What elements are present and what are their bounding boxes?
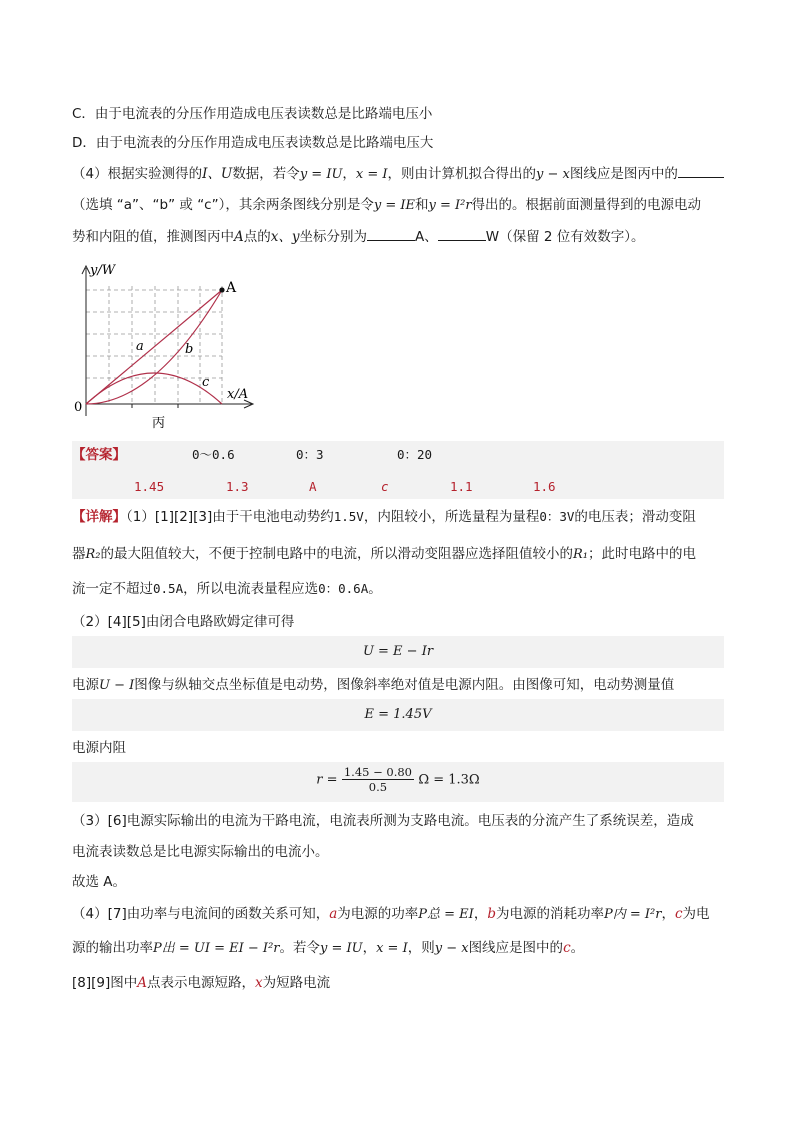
fraction-denominator: 0.5 bbox=[368, 780, 388, 794]
detail-text: ， bbox=[661, 906, 675, 922]
answer-1: 0～0.6 bbox=[192, 447, 235, 462]
q4-formula: y = I²r bbox=[428, 198, 472, 213]
detail-formula: P总 = EI bbox=[418, 907, 474, 922]
q4-text: ， bbox=[342, 166, 356, 182]
detail-text: ，则 bbox=[407, 940, 435, 956]
answer-3: 0：20 bbox=[397, 447, 433, 462]
detail-text: ；此时电路中的电 bbox=[588, 546, 696, 562]
formula-3-fraction bbox=[342, 765, 414, 794]
figure-bing bbox=[72, 256, 272, 434]
curve-c-label: c bbox=[202, 375, 210, 390]
detail-text: 。若令 bbox=[279, 940, 320, 956]
detail-text: 为短路电流 bbox=[262, 975, 331, 991]
q4-text: ，则由计算机拟合得出的 bbox=[387, 166, 537, 182]
answer-9: 1.6 bbox=[533, 479, 556, 494]
detail-text: 源的输出功率 bbox=[72, 940, 153, 956]
q4-var-xy: x、y bbox=[270, 229, 300, 245]
answer-label: 【答案】 bbox=[72, 447, 126, 463]
point-a-label: A bbox=[226, 280, 237, 296]
answer-blank-3[interactable] bbox=[438, 227, 486, 241]
detail-formula: P出 = UI = EI − I²r bbox=[153, 941, 280, 956]
q4-formula: y − x bbox=[536, 167, 570, 182]
detail-var-b: b bbox=[487, 906, 496, 922]
curve-b-label: b bbox=[185, 342, 194, 357]
detail-text: ， bbox=[473, 906, 488, 922]
detail-text: 器 bbox=[72, 546, 86, 562]
detail-text: 为电 bbox=[682, 906, 710, 922]
q4-text: （4）根据实验测得的 bbox=[72, 166, 203, 182]
detail-formula: U − I bbox=[99, 678, 135, 693]
q4-point-a: A bbox=[234, 229, 244, 245]
q4-text: W（保留 2 位有效数字）。 bbox=[485, 229, 645, 245]
detail-text: 流一定不超过 bbox=[72, 581, 153, 597]
detail-text: 电源 bbox=[72, 677, 99, 693]
detail-text: [8][9]图中 bbox=[72, 975, 138, 991]
detail-line6: 电源内阻 bbox=[72, 740, 126, 756]
detail-line8: 电流表读数总是比电源实际输出的电流小。 bbox=[72, 844, 329, 860]
y-axis-label: y/W bbox=[90, 263, 116, 278]
detail-text: 。 bbox=[570, 940, 585, 956]
detail-line3 bbox=[72, 579, 382, 599]
detail-var-r1: R₁ bbox=[573, 547, 588, 562]
q4-text: 点的 bbox=[243, 229, 271, 245]
detail-var-r2: R₂ bbox=[85, 547, 101, 562]
detail-text: 的最大阻值较大，不便于控制电路中的电流，所以滑动变阻器应选择阻值较小的 bbox=[100, 546, 573, 562]
q4-text: 和 bbox=[415, 197, 429, 213]
detail-text: 为电源的功率 bbox=[337, 906, 419, 922]
option-c: C．由于电流表的分压作用造成电压表读数总是比路端电压小 bbox=[72, 106, 433, 122]
answer-blank-1[interactable] bbox=[678, 164, 724, 178]
q4-var-iu: I、U bbox=[202, 166, 233, 182]
x-ticks bbox=[132, 404, 178, 408]
formula-1: U = E − Ir bbox=[362, 644, 434, 659]
detail-line9: 故选 A。 bbox=[72, 874, 127, 890]
detail-text: （4）[7]由功率与电流间的函数关系可知， bbox=[72, 906, 330, 922]
figure-caption: 丙 bbox=[152, 416, 166, 431]
answer-7: c bbox=[381, 479, 389, 494]
answer-blank-2[interactable] bbox=[367, 227, 415, 241]
detail-line10 bbox=[72, 904, 710, 925]
detail-line12 bbox=[72, 973, 330, 993]
detail-var-c: c bbox=[563, 940, 571, 956]
x-axis-label: x/A bbox=[227, 387, 249, 402]
formula-3-right: Ω = 1.3Ω bbox=[418, 772, 480, 788]
q4-line1 bbox=[72, 164, 724, 185]
q4-formula: y = IU bbox=[299, 167, 343, 182]
answer-2: 0：3 bbox=[296, 447, 324, 462]
detail-text: 。 bbox=[368, 581, 382, 597]
detail-line1 bbox=[72, 507, 696, 527]
detail-text: ， bbox=[362, 940, 377, 956]
detail-text: 点表示电源短路， bbox=[147, 975, 255, 991]
detail-line7: （3）[6]电源实际输出的电流为干路电流，电流表所测为支路电流。电压表的分流产生了系统误差，造成 bbox=[72, 813, 694, 829]
detail-text: 图像与纵轴交点坐标值是电动势，图像斜率绝对值是电源内阻。由图像可知，电动势测量值 bbox=[134, 677, 675, 693]
detail-line2 bbox=[72, 544, 696, 565]
q4-formula: x = I bbox=[355, 167, 388, 182]
answer-4: 1.45 bbox=[134, 479, 165, 494]
detail-value: 0：0.6A bbox=[318, 581, 369, 596]
q4-text: 得出的。根据前面测量得到的电源电动 bbox=[471, 197, 702, 213]
answer-8: 1.1 bbox=[450, 479, 473, 494]
q4-line2 bbox=[72, 195, 701, 216]
detail-formula: y − x bbox=[434, 941, 469, 956]
detail-var-x: x bbox=[255, 975, 263, 991]
q4-text: 势和内阻的值，推测图丙中 bbox=[72, 229, 234, 245]
detail-formula: x = I bbox=[376, 941, 408, 956]
q4-text: 坐标分别为 bbox=[299, 229, 367, 245]
detail-value: 1.5V bbox=[333, 509, 364, 524]
fraction-numerator: 1.45 − 0.80 bbox=[343, 765, 413, 779]
detail-text: 的电压表；滑动变阻 bbox=[574, 509, 696, 525]
origin-label: 0 bbox=[74, 400, 83, 415]
q4-formula: y = IE bbox=[373, 198, 415, 213]
detail-text: （1）[1][2][3]由于干电池电动势约 bbox=[126, 509, 334, 525]
detail-label: 【详解】 bbox=[72, 509, 126, 525]
detail-formula: P内 = I²r bbox=[603, 907, 662, 922]
detail-formula: y = IU bbox=[320, 941, 363, 956]
detail-value: 0：3V bbox=[539, 509, 575, 524]
detail-text: ，所以电流表量程应选 bbox=[183, 581, 319, 597]
formula-3-left: r = bbox=[316, 772, 338, 788]
answer-6: A bbox=[309, 479, 317, 494]
detail-point-a: A bbox=[137, 975, 147, 991]
point-a-marker bbox=[219, 287, 224, 292]
curve-a-label: a bbox=[136, 339, 144, 354]
formula-2: E = 1.45V bbox=[364, 707, 432, 722]
detail-var-c: c bbox=[674, 906, 683, 922]
detail-line11 bbox=[72, 938, 584, 959]
detail-line5 bbox=[72, 675, 674, 696]
formula-3 bbox=[72, 765, 724, 794]
q4-text: 图线应是图丙中的 bbox=[569, 166, 678, 182]
detail-text: 图线应是图中的 bbox=[468, 940, 564, 956]
detail-var-a: a bbox=[329, 906, 338, 922]
q4-text: 数据，若令 bbox=[232, 166, 300, 182]
detail-value: 0.5A bbox=[153, 581, 184, 596]
detail-line4: （2）[4][5]由闭合电路欧姆定律可得 bbox=[72, 614, 295, 630]
answer-5: 1.3 bbox=[226, 479, 249, 494]
option-d: D．由于电流表的分压作用造成电压表读数总是比路端电压大 bbox=[72, 135, 434, 151]
q4-text: A、 bbox=[415, 229, 438, 245]
detail-text: ，内阻较小，所选量程为量程 bbox=[363, 509, 540, 525]
detail-text: 为电源的消耗功率 bbox=[495, 906, 604, 922]
q4-text: （选填 “a”、“b” 或 “c”），其余两条图线分别是令 bbox=[72, 197, 374, 213]
q4-line3 bbox=[72, 227, 645, 247]
